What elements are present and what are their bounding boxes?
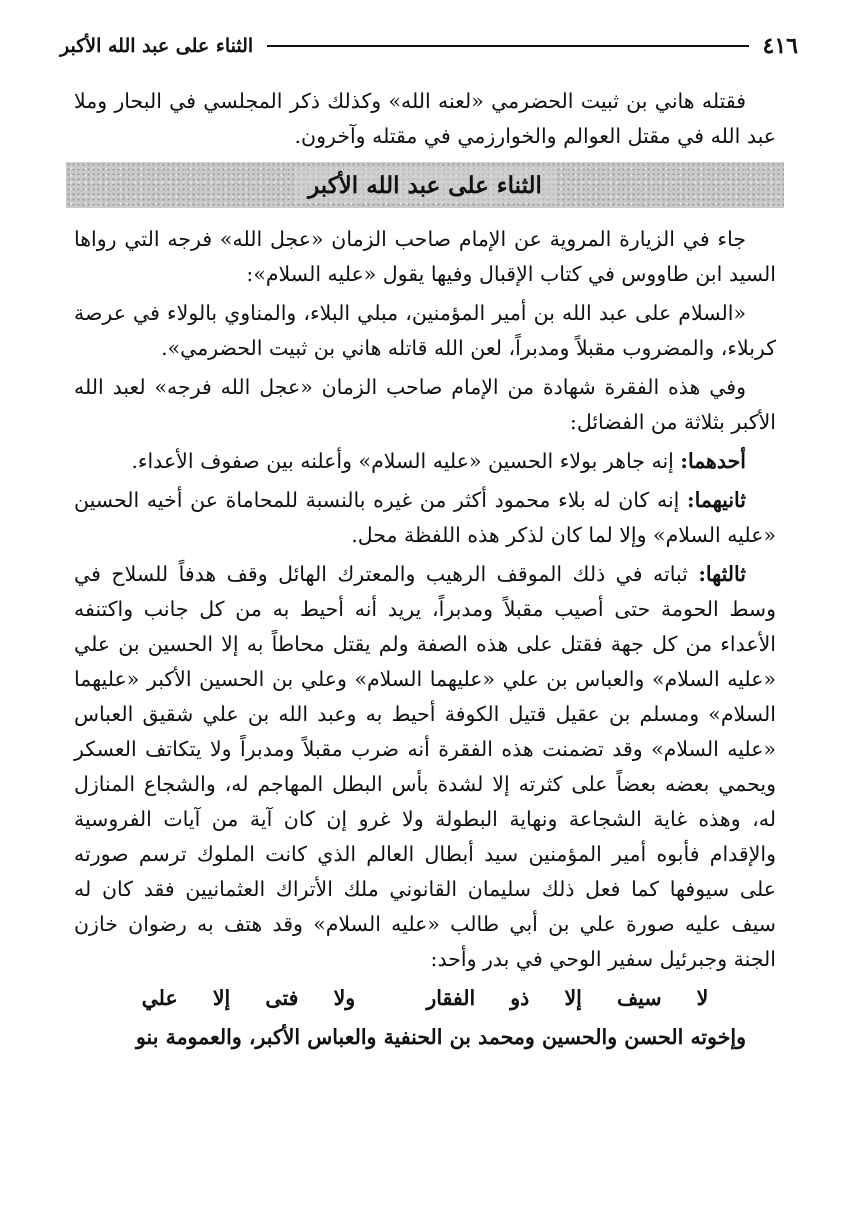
running-title: الثناء على عبد الله الأكبر xyxy=(60,35,254,57)
page-number: ٤١٦ xyxy=(762,33,798,59)
verse-first-hemistich: لا سيف إلا ذو الفقار xyxy=(426,986,709,1010)
paragraph-virtues-intro: وفي هذه الفقرة شهادة من الإمام صاحب الزمان «عجل الله فرجه» لعبد الله الأكبر بثلاثة من الفضائل: xyxy=(74,375,776,434)
virtue-third xyxy=(74,557,776,977)
virtue-third-lead: ثالثها: xyxy=(698,562,746,586)
section-heading-banner xyxy=(66,162,784,208)
virtue-first-text: إنه جاهر بولاء الحسين «عليه السلام» وأعلنه بين صفوف الأعداء. xyxy=(131,449,674,473)
virtue-first-lead: أحدهما: xyxy=(680,449,746,473)
virtue-second-text: إنه كان له بلاء محمود أكثر من غيره بالنسبة للمحاماة عن أخيه الحسين «عليه السلام» وإلا لما كان لذكر هذه اللفظة محل. xyxy=(74,488,776,547)
intro-paragraph: فقتله هاني بن ثبيت الحضرمي «لعنه الله» وكذلك ذكر المجلسي في البحار وملا عبد الله في مقتل العوالم والخوارزمي في مقتله وآخرون. xyxy=(74,89,776,148)
section-title: الثناء على عبد الله الأكبر xyxy=(294,168,556,203)
virtue-second xyxy=(74,483,776,553)
page-body xyxy=(74,84,776,1059)
last-line: وإخوته الحسن والحسين ومحمد بن الحنفية والعباس الأكبر، والعمومة بنو xyxy=(135,1025,746,1049)
virtue-second-lead: ثانيهما: xyxy=(687,488,746,512)
verse-second-hemistich: ولا فتى إلا علي xyxy=(141,986,356,1010)
running-header xyxy=(60,28,798,64)
virtue-first xyxy=(74,444,776,479)
verse-line xyxy=(74,981,776,1016)
header-rule xyxy=(267,45,748,47)
paragraph-quote: «السلام على عبد الله بن أمير المؤمنين، مبلي البلاء، والمناوي بالولاء في عرصة كربلاء، والمضروب مقبلاً ومدبراً، لعن الله قاتله هاني بن ثبيت الحضرمي». xyxy=(74,301,776,360)
virtue-third-text: ثباته في ذلك الموقف الرهيب والمعترك الهائل وقف هدفاً للسلاح في وسط الحومة حتى أصيب مقبلاً ومدبراً، يريد أنه أحيط به من كل جانب واكتنفه الأعداء من كل جهة فقتل على هذه الصفة ولم يقتل محاطاً به إلا الحسين بن علي «عليه السلام» والعباس بن علي «عليهما السلام» وعلي بن الحسين الأكبر «عليهما السلام» ومسلم بن عقيل قتيل الكوفة أحيط به وعبد الله بن علي شقيق العباس «عليه السلام» وقد تضمنت هذه الفقرة أنه ضرب مقبلاً ومدبراً ولا يتكاتف العسكر ويحمي بعضه بعضاً على كثرته إلا لشدة بأس البطل المهاجم له، والشجاع المنازل له، وهذه غاية الشجاعة ونهاية البطولة ولا غرو إن كان آية من آيات الفروسية والإقدام فأبوه أمير المؤمنين سيد أبطال العالم الذي كانت الملوك ترسم صورته على سيوفها كما فعل ذلك سليمان القانوني ملك الأتراك العثمانيين فقد كان له سيف عليه صورة علي بن أبي طالب «عليه السلام» وقد هتف به رضوان خازن الجنة وجبرئيل سفير الوحي في بدر وأحد: xyxy=(74,562,776,971)
paragraph-ziyara: جاء في الزيارة المروية عن الإمام صاحب الزمان «عجل الله» فرجه التي رواها السيد ابن طاووس في كتاب الإقبال وفيها يقول «عليه السلام»: xyxy=(74,227,776,286)
